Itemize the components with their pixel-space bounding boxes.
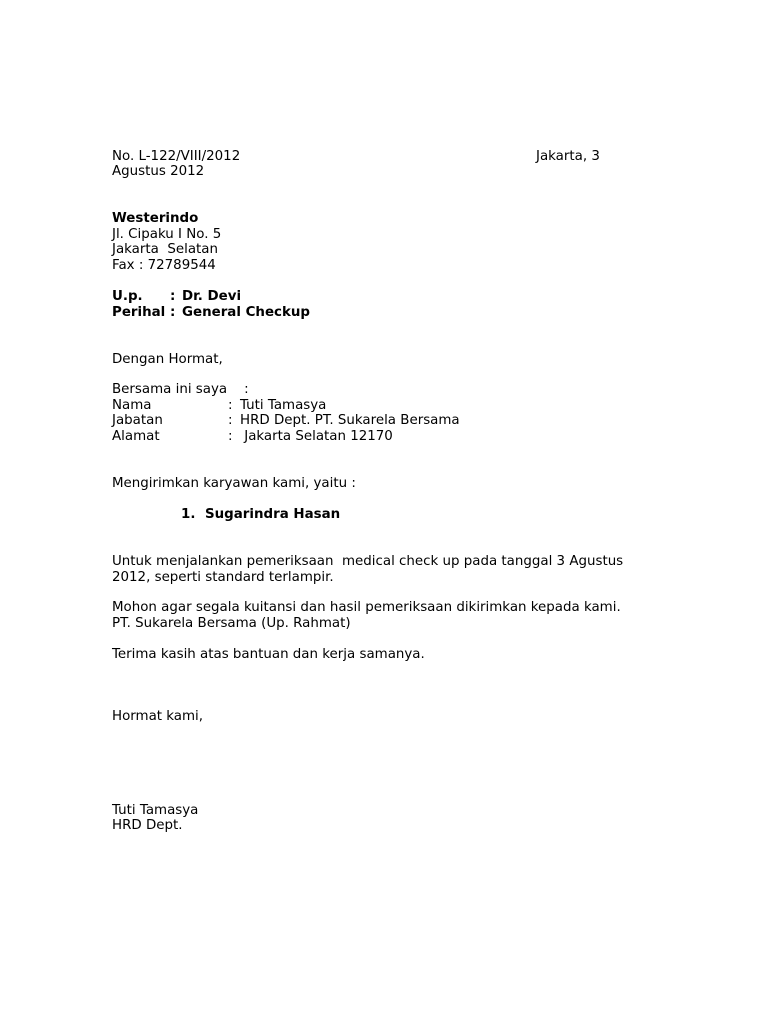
perihal-value: General Checkup: [182, 305, 310, 320]
field-colon-nama: :: [228, 398, 233, 413]
field-label-jabatan: Jabatan: [112, 413, 163, 428]
signer-dept: HRD Dept.: [112, 818, 183, 833]
closing: Hormat kami,: [112, 709, 204, 724]
perihal-label: Perihal: [112, 305, 166, 320]
field-value-nama: Tuti Tamasya: [240, 398, 327, 413]
field-value-alamat: Jakarta Selatan 12170: [240, 429, 393, 444]
request-line-2: PT. Sukarela Bersama (Up. Rahmat): [112, 616, 351, 631]
employee-list-number: 1.: [181, 507, 196, 522]
thanks-line: Terima kasih atas bantuan dan kerja samanya.: [112, 647, 425, 662]
recipient-name: Westerindo: [112, 211, 199, 226]
field-colon-jabatan: :: [228, 413, 233, 428]
field-value-jabatan: HRD Dept. PT. Sukarela Bersama: [240, 413, 460, 428]
recipient-address-line-2: Jakarta Selatan: [112, 242, 218, 257]
perihal-colon: :: [170, 305, 176, 320]
field-label-nama: Nama: [112, 398, 152, 413]
employee-name: Sugarindra Hasan: [205, 507, 341, 522]
letter-number: No. L-122/VIII/2012: [112, 149, 241, 164]
recipient-address-line-1: Jl. Cipaku I No. 5: [112, 227, 222, 242]
up-label: U.p.: [112, 289, 143, 304]
field-colon-alamat: :: [228, 429, 233, 444]
recipient-fax: Fax : 72789544: [112, 258, 216, 273]
purpose-line-2: 2012, seperti standard terlampir.: [112, 570, 334, 585]
signer-name: Tuti Tamasya: [112, 803, 199, 818]
letter-date-continued: Agustus 2012: [112, 164, 205, 179]
up-colon: :: [170, 289, 176, 304]
salutation: Dengan Hormat,: [112, 352, 223, 367]
up-value: Dr. Devi: [182, 289, 242, 304]
sending-line: Mengirimkan karyawan kami, yaitu :: [112, 476, 356, 491]
request-line-1: Mohon agar segala kuitansi dan hasil pemeriksaan dikirimkan kepada kami.: [112, 600, 621, 615]
intro-line: Bersama ini saya :: [112, 382, 249, 397]
letter-date: Jakarta, 3: [536, 149, 600, 164]
purpose-line-1: Untuk menjalankan pemeriksaan medical check up pada tanggal 3 Agustus: [112, 554, 624, 569]
field-label-alamat: Alamat: [112, 429, 160, 444]
